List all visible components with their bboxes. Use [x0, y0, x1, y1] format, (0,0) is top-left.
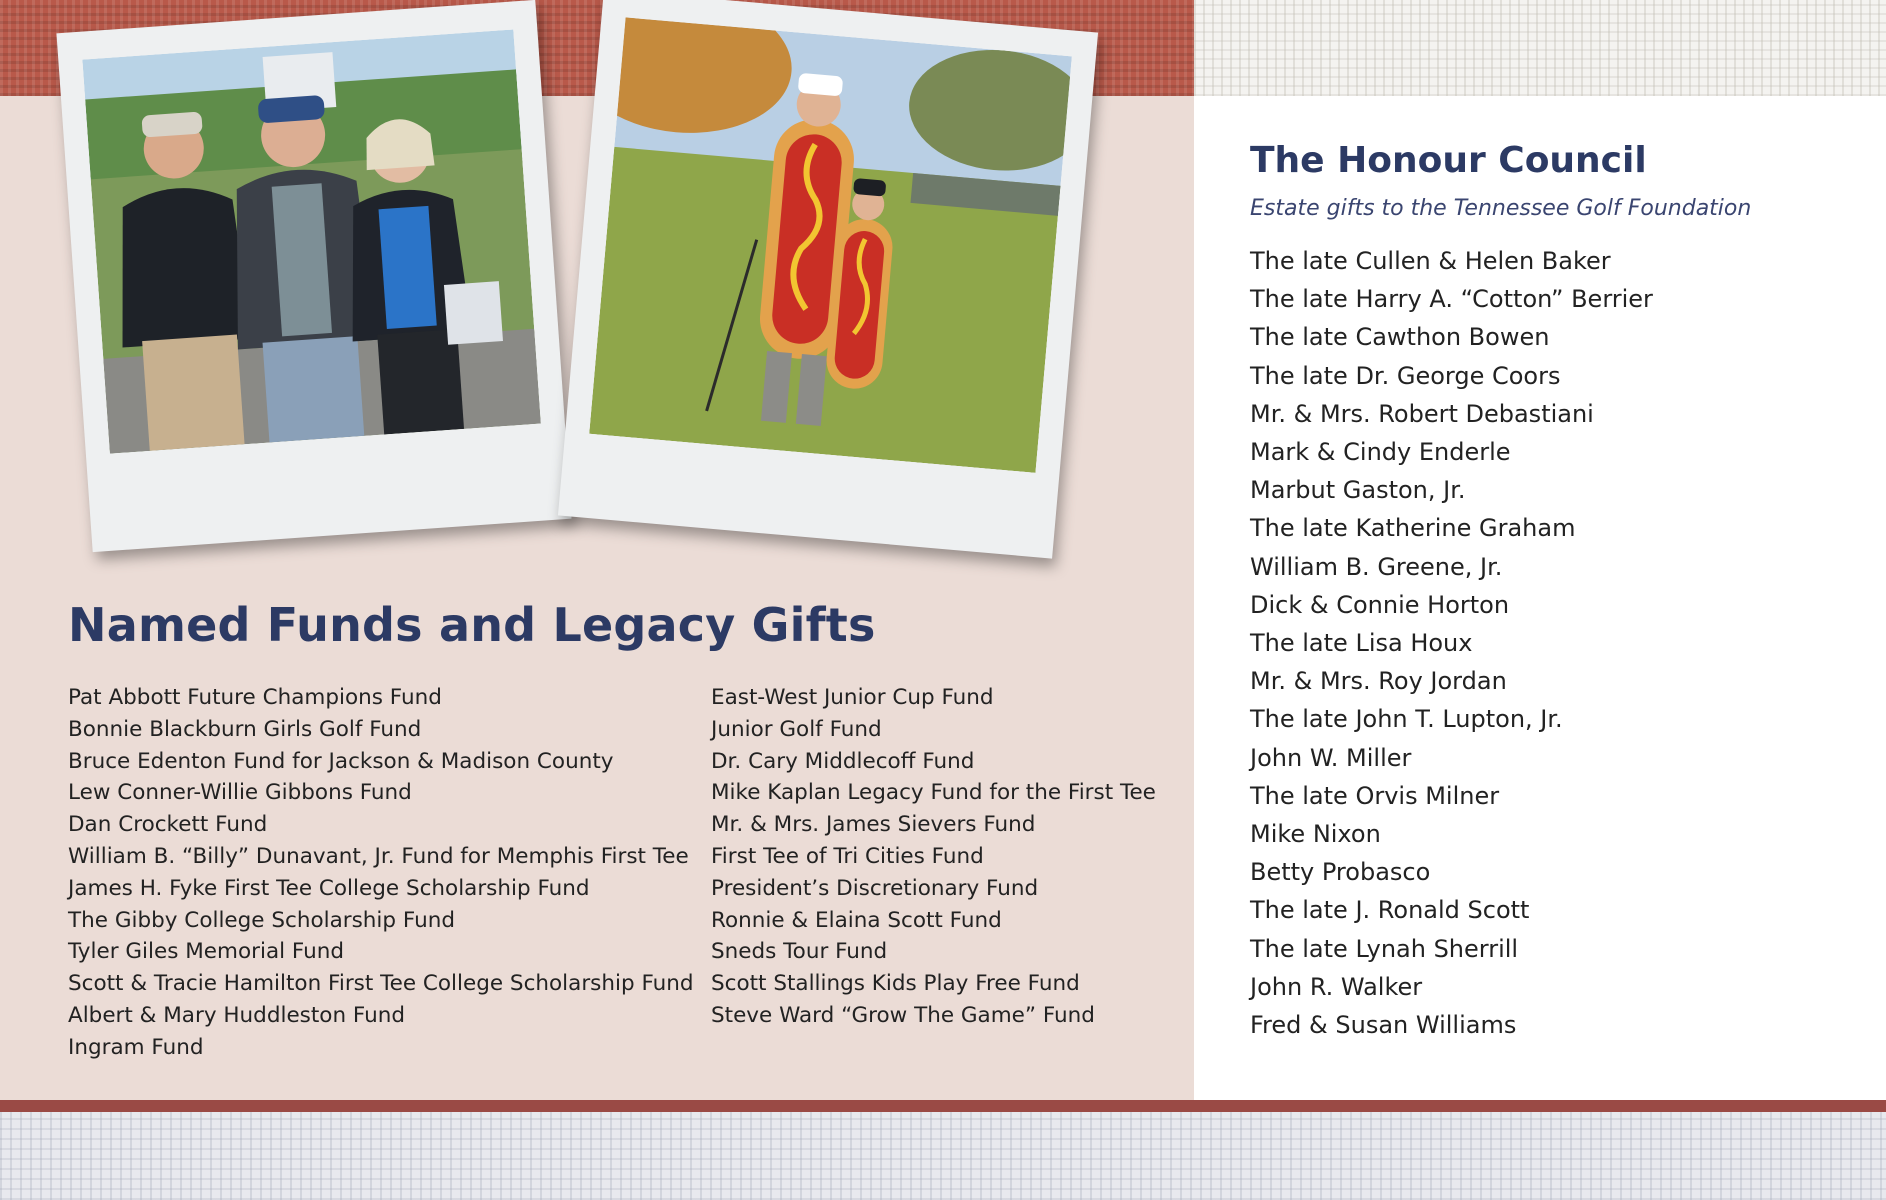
- council-member: The late John T. Lupton, Jr.: [1250, 705, 1563, 734]
- fund-item: Steve Ward “Grow The Game” Fund: [711, 1002, 1095, 1028]
- fund-item: Ingram Fund: [68, 1034, 204, 1060]
- council-member: The late Harry A. “Cotton” Berrier: [1250, 285, 1653, 314]
- fund-item: First Tee of Tri Cities Fund: [711, 843, 984, 869]
- fund-list-column-2: [711, 682, 1156, 1032]
- fund-item: Mike Kaplan Legacy Fund for the First Tee: [711, 780, 1156, 806]
- fund-item: Junior Golf Fund: [711, 716, 882, 742]
- polaroid-photo-hotdog: [558, 0, 1098, 559]
- council-member: Mike Nixon: [1250, 820, 1381, 849]
- council-member: The late Lynah Sherrill: [1250, 934, 1519, 963]
- fund-item: Tyler Giles Memorial Fund: [68, 939, 345, 965]
- council-member: John R. Walker: [1250, 972, 1423, 1001]
- council-member: John W. Miller: [1250, 743, 1412, 772]
- fund-item: Mr. & Mrs. James Sievers Fund: [711, 812, 1036, 838]
- honour-council-title: The Honour Council: [1250, 140, 1647, 181]
- council-member: Fred & Susan Williams: [1250, 1011, 1517, 1040]
- fund-item: Dan Crockett Fund: [68, 812, 268, 838]
- photo-group-image: [82, 29, 541, 453]
- council-member: Marbut Gaston, Jr.: [1250, 476, 1466, 505]
- council-member: William B. Greene, Jr.: [1250, 552, 1503, 581]
- fund-item: Sneds Tour Fund: [711, 939, 888, 965]
- council-member: The late Lisa Houx: [1250, 629, 1473, 658]
- fund-item: Scott Stallings Kids Play Free Fund: [711, 971, 1080, 997]
- fund-item: Dr. Cary Middlecoff Fund: [711, 748, 975, 774]
- bottom-stripe: [0, 1100, 1886, 1112]
- council-member: The late Cullen & Helen Baker: [1250, 247, 1611, 275]
- weave-pattern-bottom: [0, 1112, 1886, 1200]
- photo-hotdog-image: [589, 17, 1072, 472]
- council-member: Mark & Cindy Enderle: [1250, 438, 1511, 467]
- council-member: Dick & Connie Horton: [1250, 590, 1510, 619]
- council-member: Mr. & Mrs. Roy Jordan: [1250, 667, 1507, 696]
- fund-item: President’s Discretionary Fund: [711, 875, 1039, 901]
- council-member: The late J. Ronald Scott: [1250, 896, 1530, 925]
- fund-item: Albert & Mary Huddleston Fund: [68, 1002, 406, 1028]
- honour-council-subtitle: Estate gifts to the Tennessee Golf Foundation: [1250, 196, 1752, 221]
- council-member: The late Cawthon Bowen: [1250, 323, 1550, 352]
- council-member: The late Katherine Graham: [1250, 514, 1576, 543]
- fund-item: James H. Fyke First Tee College Scholarship Fund: [68, 875, 590, 901]
- fund-item: Bonnie Blackburn Girls Golf Fund: [68, 716, 422, 742]
- council-member: Betty Probasco: [1250, 858, 1431, 887]
- polaroid-photo-group: [56, 0, 571, 552]
- fund-item: William B. “Billy” Dunavant, Jr. Fund for Memphis First Tee: [68, 843, 689, 869]
- fund-item: Pat Abbott Future Champions Fund: [68, 685, 442, 710]
- fund-item: East-West Junior Cup Fund: [711, 685, 994, 710]
- council-member: The late Orvis Milner: [1250, 781, 1500, 810]
- weave-pattern-top: [1194, 0, 1886, 96]
- council-member: Mr. & Mrs. Robert Debastiani: [1250, 399, 1594, 428]
- fund-item: Ronnie & Elaina Scott Fund: [711, 907, 1002, 933]
- fund-item: The Gibby College Scholarship Fund: [68, 907, 455, 933]
- fund-item: Lew Conner-Willie Gibbons Fund: [68, 780, 412, 806]
- named-funds-title: Named Funds and Legacy Gifts: [68, 598, 876, 652]
- honour-council-list: [1250, 242, 1653, 1044]
- fund-item: Scott & Tracie Hamilton First Tee College Scholarship Fund: [68, 971, 694, 997]
- fund-list-column-1: [68, 682, 694, 1064]
- council-member: The late Dr. George Coors: [1250, 361, 1561, 390]
- fund-item: Bruce Edenton Fund for Jackson & Madison County: [68, 748, 614, 774]
